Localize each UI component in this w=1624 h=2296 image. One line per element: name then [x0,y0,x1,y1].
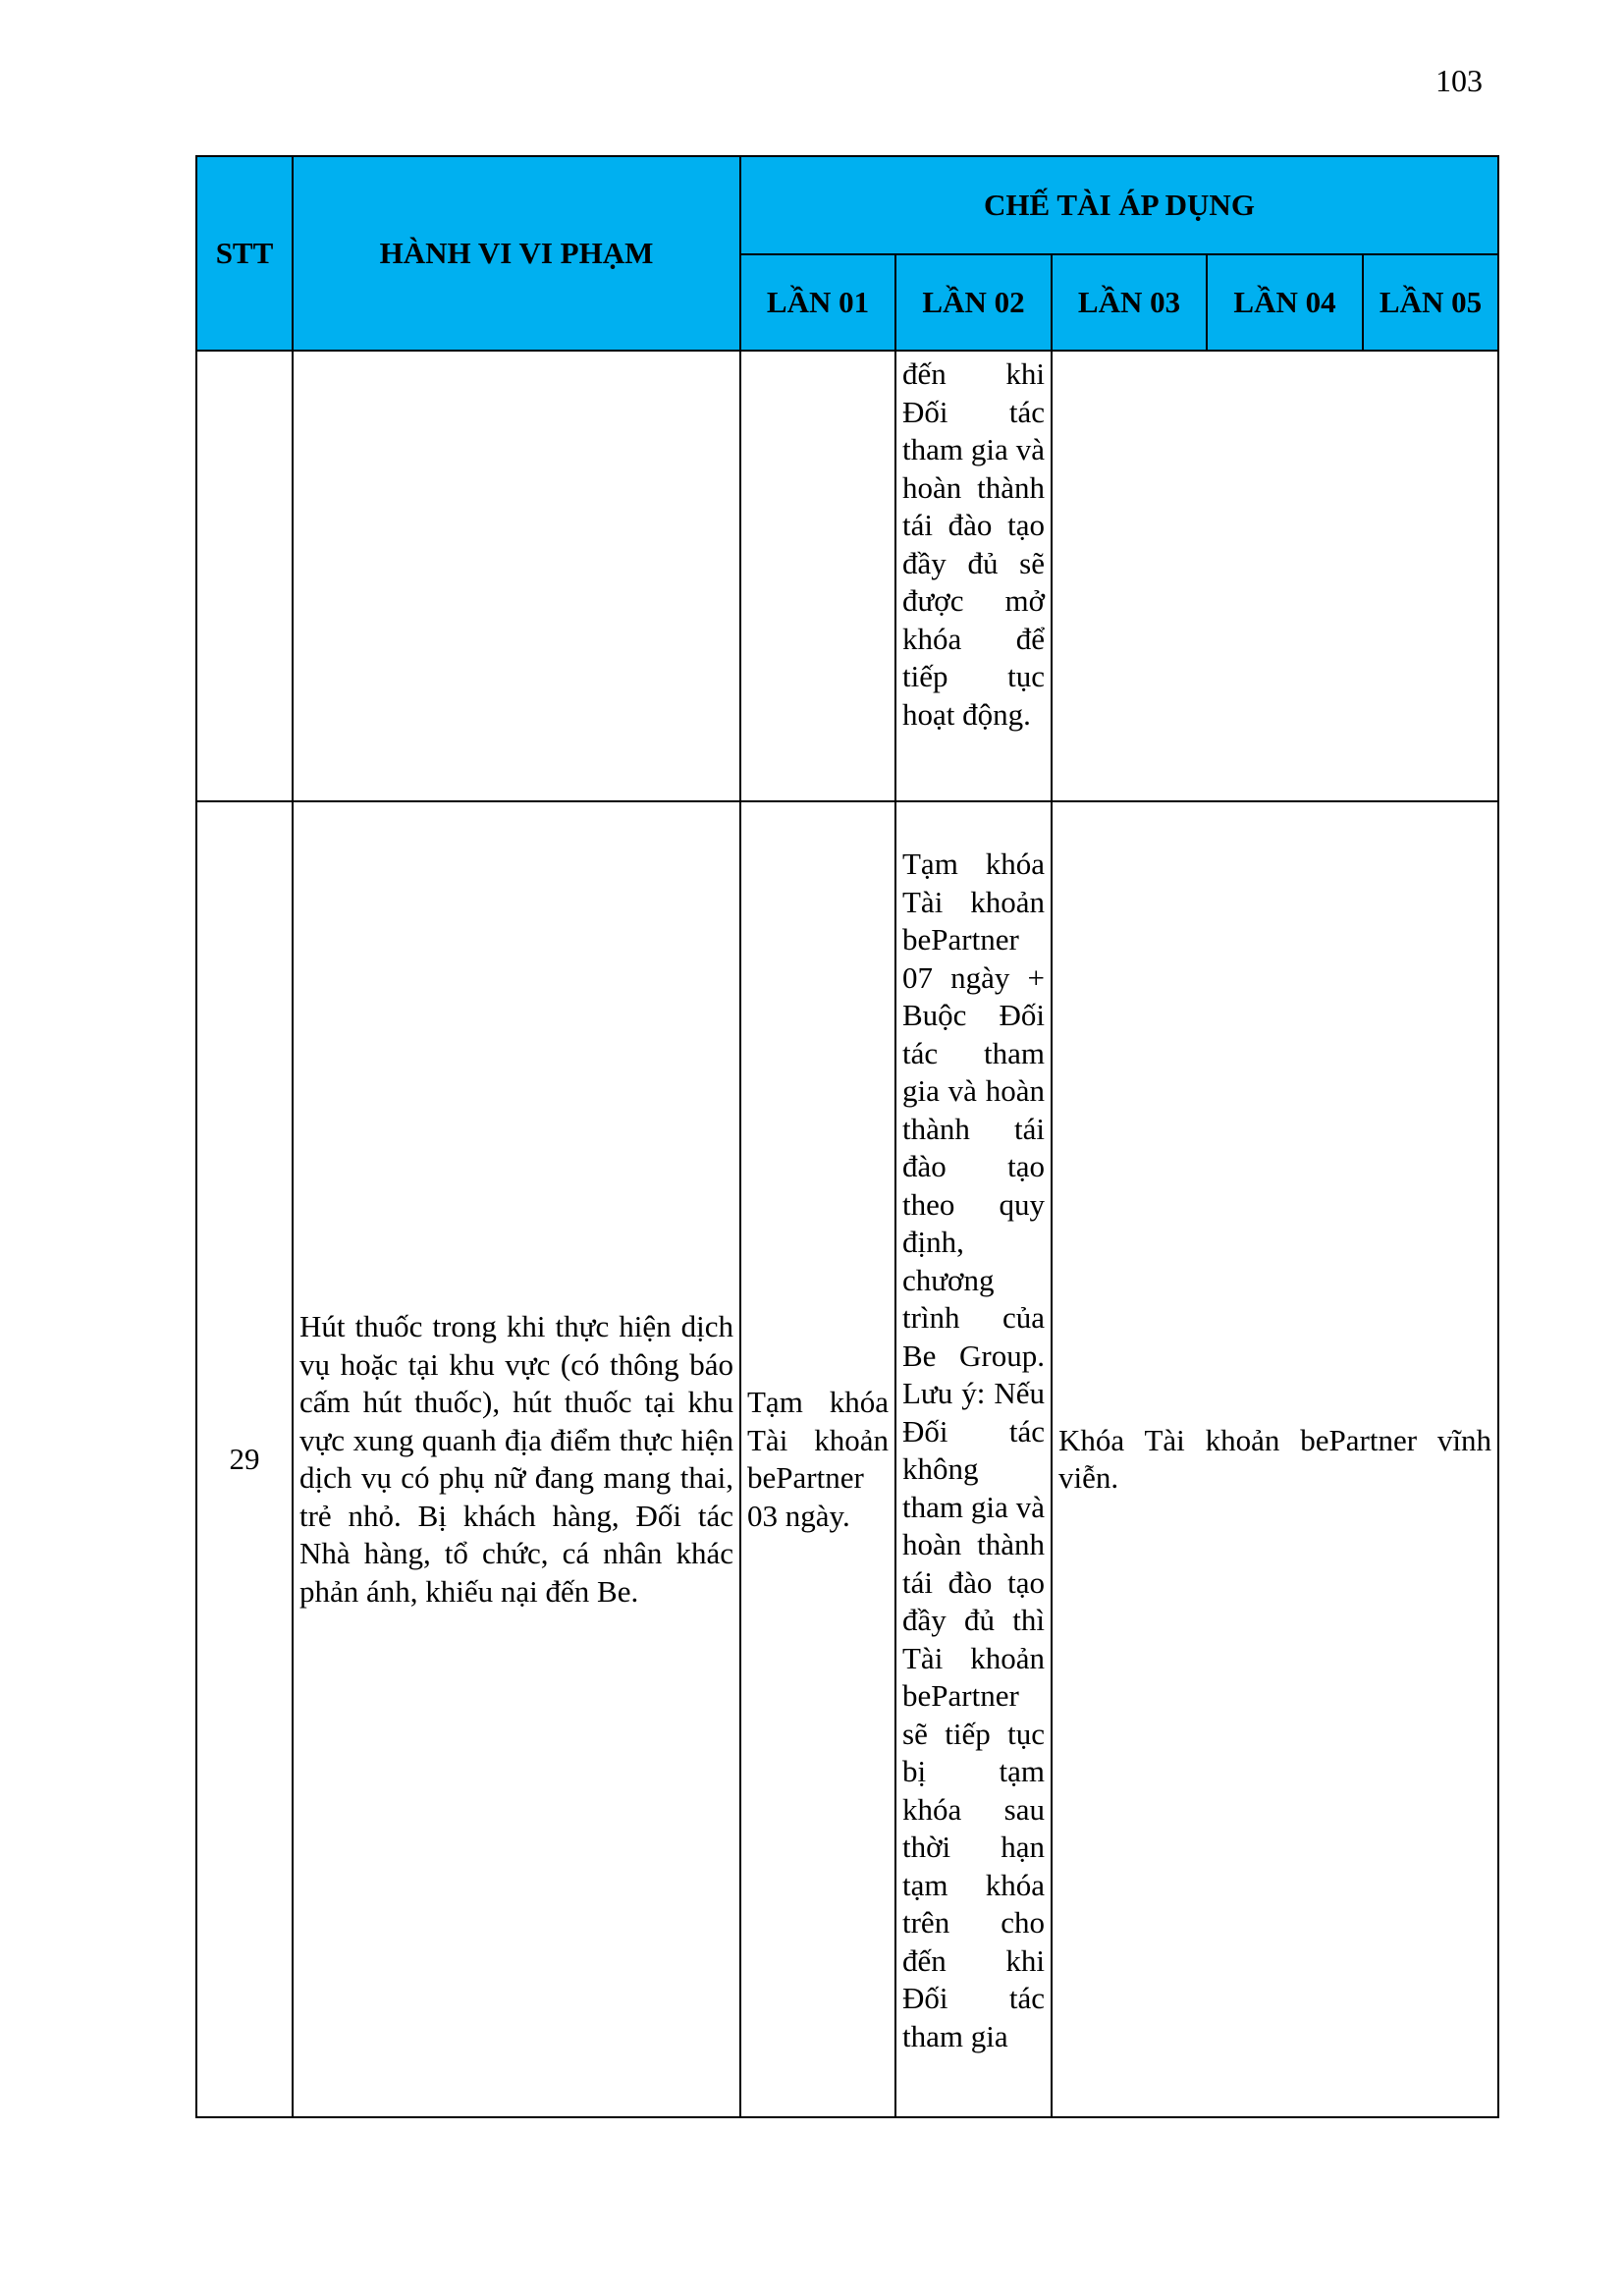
lan-03-05-cell: Khóa Tài khoản bePartner vĩnh viễn. [1052,801,1498,2117]
header-lan-01: LẦN 01 [740,254,895,351]
stt-cell: 29 [196,801,293,2117]
page-number: 103 [1435,63,1483,98]
table-row [196,351,1498,801]
header-behavior: HÀNH VI VI PHẠM [293,156,740,351]
header-lan-02: LẦN 02 [895,254,1052,351]
lan-02-cell: đến khi Đối tác tham gia và hoàn thành tái đào tạo đầy đủ sẽ được mở khóa để tiếp tục hoạt động. [895,351,1052,801]
lan-01-cell: Tạm khóa Tài khoản bePartner 03 ngày. [740,801,895,2117]
lan-03-05-cell [1052,351,1498,801]
header-lan-03: LẦN 03 [1052,254,1207,351]
behavior-cell [293,351,740,801]
lan-01-cell [740,351,895,801]
lan-02-cell: Tạm khóa Tài khoản bePartner 07 ngày + Buộc Đối tác tham gia và hoàn thành tái đào tạo theo quy định, chương trình của Be Group. Lưu ý: Nếu Đối tác không tham gia và hoàn thành tái đào tạo đầy đủ thì Tài khoản bePartner sẽ tiếp tục bị tạm khóa sau thời hạn tạm khóa trên cho đến khi Đối tác tham gia [895,801,1052,2117]
header-stt: STT [196,156,293,351]
table-header [196,156,1498,351]
header-sanctions-group: CHẾ TÀI ÁP DỤNG [740,156,1498,254]
sanctions-table [195,155,1499,2118]
table-row [196,801,1498,2117]
stt-cell [196,351,293,801]
header-lan-05: LẦN 05 [1363,254,1498,351]
header-lan-04: LẦN 04 [1207,254,1363,351]
behavior-cell: Hút thuốc trong khi thực hiện dịch vụ hoặc tại khu vực (có thông báo cấm hút thuốc), hút thuốc tại khu vực xung quanh địa điểm thực hiện dịch vụ có phụ nữ đang mang thai, trẻ nhỏ. Bị khách hàng, Đối tác Nhà hàng, tổ chức, cá nhân khác phản ánh, khiếu nại đến Be. [293,801,740,2117]
